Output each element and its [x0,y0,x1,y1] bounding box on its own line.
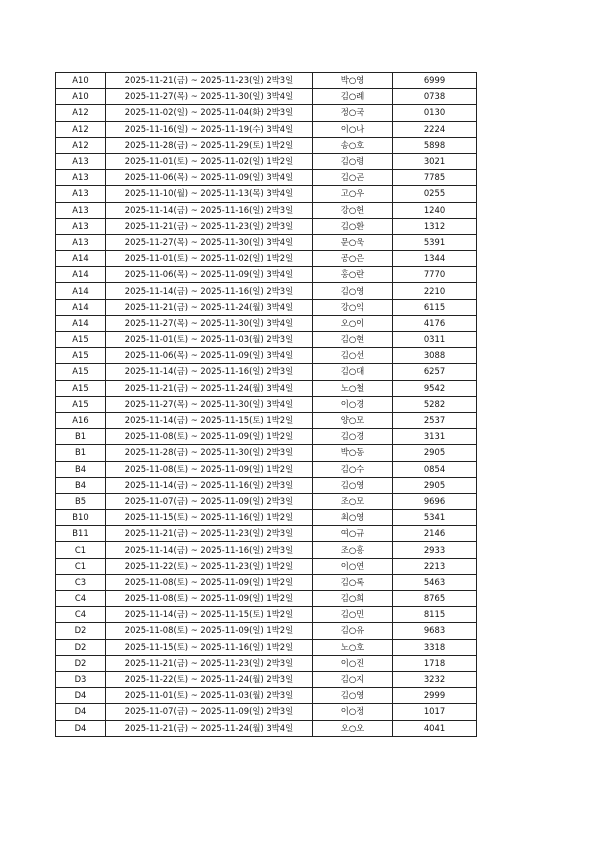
period-cell: 2025-11-06(목) ~ 2025-11-09(일) 3박4일 [106,348,313,364]
code-cell: 0255 [393,186,477,202]
code-cell: 5341 [393,510,477,526]
guest-name-cell: 김○령 [313,153,393,169]
code-cell: 0311 [393,332,477,348]
room-cell: D2 [56,639,106,655]
guest-name-cell: 김○례 [313,89,393,105]
guest-name-cell: 이○나 [313,121,393,137]
code-cell: 9683 [393,623,477,639]
guest-name-cell: 공○은 [313,251,393,267]
period-cell: 2025-11-01(토) ~ 2025-11-03(월) 2박3일 [106,688,313,704]
table-row [56,445,477,461]
code-cell: 7785 [393,170,477,186]
room-cell: D3 [56,671,106,687]
room-cell: A12 [56,105,106,121]
guest-name-cell: 김○경 [313,429,393,445]
guest-name-cell: 이○경 [313,396,393,412]
period-cell: 2025-11-21(금) ~ 2025-11-24(월) 3박4일 [106,380,313,396]
guest-name-cell: 김○영 [313,688,393,704]
period-cell: 2025-11-27(목) ~ 2025-11-30(일) 3박4일 [106,396,313,412]
table-row [56,332,477,348]
guest-name-cell: 정○국 [313,105,393,121]
room-cell: B4 [56,461,106,477]
table-row [56,510,477,526]
period-cell: 2025-11-06(목) ~ 2025-11-09(일) 3박4일 [106,170,313,186]
period-cell: 2025-11-01(토) ~ 2025-11-03(월) 2박3일 [106,332,313,348]
period-cell: 2025-11-01(토) ~ 2025-11-02(일) 1박2일 [106,251,313,267]
room-cell: A10 [56,73,106,89]
code-cell: 2224 [393,121,477,137]
code-cell: 1312 [393,218,477,234]
room-cell: D4 [56,688,106,704]
room-cell: C1 [56,558,106,574]
table-row [56,639,477,655]
period-cell: 2025-11-14(금) ~ 2025-11-15(토) 1박2일 [106,607,313,623]
period-cell: 2025-11-14(금) ~ 2025-11-16(일) 2박3일 [106,283,313,299]
table-row [56,105,477,121]
guest-name-cell: 이○정 [313,704,393,720]
guest-name-cell: 이○연 [313,558,393,574]
guest-name-cell: 노○철 [313,380,393,396]
period-cell: 2025-11-21(금) ~ 2025-11-23(일) 2박3일 [106,73,313,89]
room-cell: A14 [56,283,106,299]
code-cell: 1017 [393,704,477,720]
room-cell: A13 [56,186,106,202]
guest-name-cell: 이○진 [313,655,393,671]
guest-name-cell: 문○욱 [313,234,393,250]
code-cell: 3021 [393,153,477,169]
guest-name-cell: 김○영 [313,477,393,493]
guest-name-cell: 최○영 [313,510,393,526]
code-cell: 2210 [393,283,477,299]
room-cell: D2 [56,655,106,671]
table-row [56,202,477,218]
room-cell: A13 [56,218,106,234]
period-cell: 2025-11-02(일) ~ 2025-11-04(화) 2박3일 [106,105,313,121]
period-cell: 2025-11-01(토) ~ 2025-11-02(일) 1박2일 [106,153,313,169]
period-cell: 2025-11-08(토) ~ 2025-11-09(일) 1박2일 [106,461,313,477]
room-cell: B11 [56,526,106,542]
code-cell: 2213 [393,558,477,574]
room-cell: A15 [56,364,106,380]
table-row [56,412,477,428]
table-row [56,688,477,704]
table-row [56,671,477,687]
period-cell: 2025-11-21(금) ~ 2025-11-23(일) 2박3일 [106,218,313,234]
room-cell: A13 [56,153,106,169]
table-row [56,299,477,315]
code-cell: 5898 [393,137,477,153]
guest-name-cell: 박○영 [313,73,393,89]
guest-name-cell: 조○흥 [313,542,393,558]
guest-name-cell: 김○지 [313,671,393,687]
guest-name-cell: 강○헌 [313,202,393,218]
period-cell: 2025-11-21(금) ~ 2025-11-24(월) 3박4일 [106,299,313,315]
room-cell: D2 [56,623,106,639]
period-cell: 2025-11-14(금) ~ 2025-11-16(일) 2박3일 [106,477,313,493]
guest-name-cell: 양○모 [313,412,393,428]
code-cell: 4041 [393,720,477,736]
room-cell: C4 [56,607,106,623]
room-cell: A10 [56,89,106,105]
period-cell: 2025-11-15(토) ~ 2025-11-16(일) 1박2일 [106,639,313,655]
period-cell: 2025-11-08(토) ~ 2025-11-09(일) 1박2일 [106,623,313,639]
code-cell: 3232 [393,671,477,687]
room-cell: A14 [56,315,106,331]
guest-name-cell: 송○호 [313,137,393,153]
table-row [56,623,477,639]
period-cell: 2025-11-08(토) ~ 2025-11-09(일) 1박2일 [106,574,313,590]
room-cell: A14 [56,251,106,267]
room-cell: D4 [56,704,106,720]
period-cell: 2025-11-07(금) ~ 2025-11-09(일) 2박3일 [106,493,313,509]
room-cell: C3 [56,574,106,590]
table-row [56,364,477,380]
table-row [56,380,477,396]
room-cell: B1 [56,429,106,445]
period-cell: 2025-11-14(금) ~ 2025-11-16(일) 2박3일 [106,542,313,558]
code-cell: 6999 [393,73,477,89]
code-cell: 0854 [393,461,477,477]
guest-name-cell: 오○이 [313,315,393,331]
code-cell: 1718 [393,655,477,671]
guest-name-cell: 여○규 [313,526,393,542]
table-row [56,251,477,267]
code-cell: 9696 [393,493,477,509]
period-cell: 2025-11-21(금) ~ 2025-11-23(일) 2박3일 [106,655,313,671]
table-row [56,607,477,623]
table-row [56,121,477,137]
period-cell: 2025-11-10(월) ~ 2025-11-13(목) 3박4일 [106,186,313,202]
room-cell: A12 [56,137,106,153]
period-cell: 2025-11-27(목) ~ 2025-11-30(일) 3박4일 [106,315,313,331]
guest-name-cell: 오○오 [313,720,393,736]
table-row [56,234,477,250]
reservation-sheet [55,72,476,737]
table-row [56,704,477,720]
room-cell: B5 [56,493,106,509]
reservation-table [55,72,477,737]
code-cell: 2905 [393,477,477,493]
period-cell: 2025-11-08(토) ~ 2025-11-09(일) 1박2일 [106,591,313,607]
code-cell: 1240 [393,202,477,218]
code-cell: 6257 [393,364,477,380]
room-cell: B4 [56,477,106,493]
room-cell: A14 [56,299,106,315]
room-cell: B1 [56,445,106,461]
table-row [56,574,477,590]
room-cell: A15 [56,396,106,412]
room-cell: C4 [56,591,106,607]
guest-name-cell: 김○록 [313,574,393,590]
room-cell: A16 [56,412,106,428]
room-cell: A14 [56,267,106,283]
period-cell: 2025-11-16(일) ~ 2025-11-19(수) 3박4일 [106,121,313,137]
room-cell: B10 [56,510,106,526]
table-row [56,283,477,299]
table-row [56,267,477,283]
guest-name-cell: 강○익 [313,299,393,315]
period-cell: 2025-11-06(목) ~ 2025-11-09(일) 3박4일 [106,267,313,283]
table-row [56,477,477,493]
period-cell: 2025-11-07(금) ~ 2025-11-09(일) 2박3일 [106,704,313,720]
code-cell: 7770 [393,267,477,283]
guest-name-cell: 김○선 [313,348,393,364]
room-cell: D4 [56,720,106,736]
table-row [56,655,477,671]
reservation-table-body [56,73,477,737]
room-cell: A13 [56,170,106,186]
guest-name-cell: 박○동 [313,445,393,461]
period-cell: 2025-11-21(금) ~ 2025-11-23(일) 2박3일 [106,526,313,542]
period-cell: 2025-11-22(토) ~ 2025-11-23(일) 1박2일 [106,558,313,574]
guest-name-cell: 김○수 [313,461,393,477]
table-row [56,186,477,202]
code-cell: 2933 [393,542,477,558]
table-row [56,542,477,558]
room-cell: C1 [56,542,106,558]
code-cell: 8765 [393,591,477,607]
code-cell: 5282 [393,396,477,412]
room-cell: A12 [56,121,106,137]
room-cell: A13 [56,234,106,250]
code-cell: 8115 [393,607,477,623]
table-row [56,526,477,542]
period-cell: 2025-11-27(목) ~ 2025-11-30(일) 3박4일 [106,234,313,250]
period-cell: 2025-11-14(금) ~ 2025-11-15(토) 1박2일 [106,412,313,428]
guest-name-cell: 김○현 [313,332,393,348]
table-row [56,348,477,364]
guest-name-cell: 고○우 [313,186,393,202]
table-row [56,170,477,186]
period-cell: 2025-11-21(금) ~ 2025-11-24(월) 3박4일 [106,720,313,736]
period-cell: 2025-11-08(토) ~ 2025-11-09(일) 1박2일 [106,429,313,445]
table-row [56,218,477,234]
room-cell: A13 [56,202,106,218]
code-cell: 2537 [393,412,477,428]
table-row [56,89,477,105]
code-cell: 2146 [393,526,477,542]
code-cell: 1344 [393,251,477,267]
table-row [56,591,477,607]
room-cell: A15 [56,348,106,364]
code-cell: 5391 [393,234,477,250]
table-row [56,396,477,412]
guest-name-cell: 김○대 [313,364,393,380]
period-cell: 2025-11-28(금) ~ 2025-11-30(일) 2박3일 [106,445,313,461]
table-row [56,315,477,331]
table-row [56,558,477,574]
period-cell: 2025-11-14(금) ~ 2025-11-16(일) 2박3일 [106,202,313,218]
room-cell: A15 [56,380,106,396]
guest-name-cell: 김○환 [313,218,393,234]
code-cell: 6115 [393,299,477,315]
code-cell: 2905 [393,445,477,461]
guest-name-cell: 홍○란 [313,267,393,283]
code-cell: 3318 [393,639,477,655]
table-row [56,137,477,153]
period-cell: 2025-11-14(금) ~ 2025-11-16(일) 2박3일 [106,364,313,380]
table-row [56,461,477,477]
table-row [56,493,477,509]
guest-name-cell: 조○모 [313,493,393,509]
code-cell: 0130 [393,105,477,121]
code-cell: 2999 [393,688,477,704]
code-cell: 0738 [393,89,477,105]
period-cell: 2025-11-27(목) ~ 2025-11-30(일) 3박4일 [106,89,313,105]
code-cell: 3088 [393,348,477,364]
table-row [56,153,477,169]
guest-name-cell: 김○유 [313,623,393,639]
code-cell: 3131 [393,429,477,445]
code-cell: 9542 [393,380,477,396]
guest-name-cell: 김○희 [313,591,393,607]
guest-name-cell: 김○민 [313,607,393,623]
table-row [56,73,477,89]
period-cell: 2025-11-15(토) ~ 2025-11-16(일) 1박2일 [106,510,313,526]
room-cell: A15 [56,332,106,348]
guest-name-cell: 김○곤 [313,170,393,186]
code-cell: 4176 [393,315,477,331]
table-row [56,720,477,736]
guest-name-cell: 김○영 [313,283,393,299]
table-row [56,429,477,445]
period-cell: 2025-11-22(토) ~ 2025-11-24(월) 2박3일 [106,671,313,687]
period-cell: 2025-11-28(금) ~ 2025-11-29(토) 1박2일 [106,137,313,153]
code-cell: 5463 [393,574,477,590]
guest-name-cell: 노○호 [313,639,393,655]
